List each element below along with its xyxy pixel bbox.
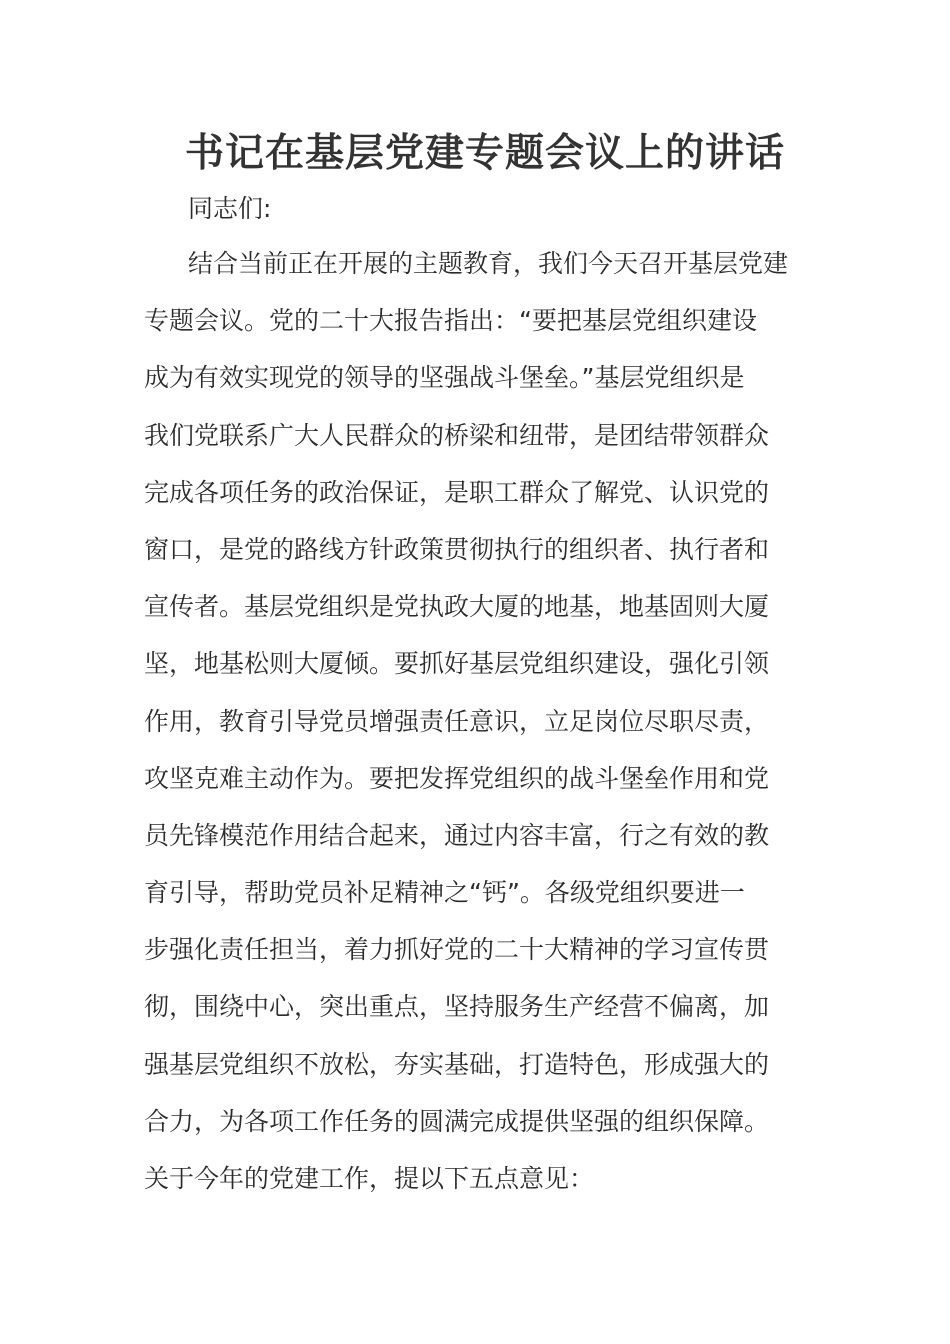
text-line: 强基层党组织不放松，夯实基础，打造特色，形成强大的 (144, 1049, 770, 1079)
text-line: 关于今年的党建工作，提以下五点意见： (144, 1164, 595, 1193)
text-line: 攻坚克难主动作为。要把发挥党组织的战斗堡垒作用和党 (144, 763, 770, 793)
text-line: 步强化责任担当，着力抓好党的二十大精神的学习宣传贯 (144, 935, 770, 965)
text-line: 专题会议。党的二十大报告指出：“要把基层党组织建设 (144, 306, 757, 336)
text-line: 结合当前正在开展的主题教育，我们今天召开基层党建 (188, 249, 789, 278)
salutation: 同志们: (188, 194, 272, 223)
document-title: 书记在基层党建专题会议上的讲话 (184, 131, 785, 176)
text-line: 育引导，帮助党员补足精神之“钙”。各级党组织要进一 (144, 878, 745, 908)
text-line: 合力，为各项工作任务的圆满完成提供坚强的组织保障。 (144, 1106, 770, 1136)
text-line: 宣传者。基层党组织是党执政大厦的地基，地基固则大厦 (144, 592, 770, 622)
text-line: 坚，地基松则大厦倾。要抓好基层党组织建设，强化引领 (144, 649, 770, 679)
text-line: 完成各项任务的政治保证，是职工群众了解党、认识党的 (144, 477, 770, 507)
text-line: 成为有效实现党的领导的坚强战斗堡垒。”基层党组织是 (144, 363, 745, 393)
text-line: 窗口，是党的路线方针政策贯彻执行的组织者、执行者和 (144, 534, 770, 564)
text-line: 员先锋模范作用结合起来，通过内容丰富，行之有效的教 (144, 820, 770, 850)
text-line: 我们党联系广大人民群众的桥梁和纽带，是团结带领群众 (144, 420, 770, 450)
text-line: 作用，教育引导党员增强责任意识，立足岗位尽职尽责， (144, 706, 770, 736)
body-paragraph (144, 245, 804, 1217)
text-line: 彻，围绕中心，突出重点，坚持服务生产经营不偏离，加 (144, 992, 770, 1022)
